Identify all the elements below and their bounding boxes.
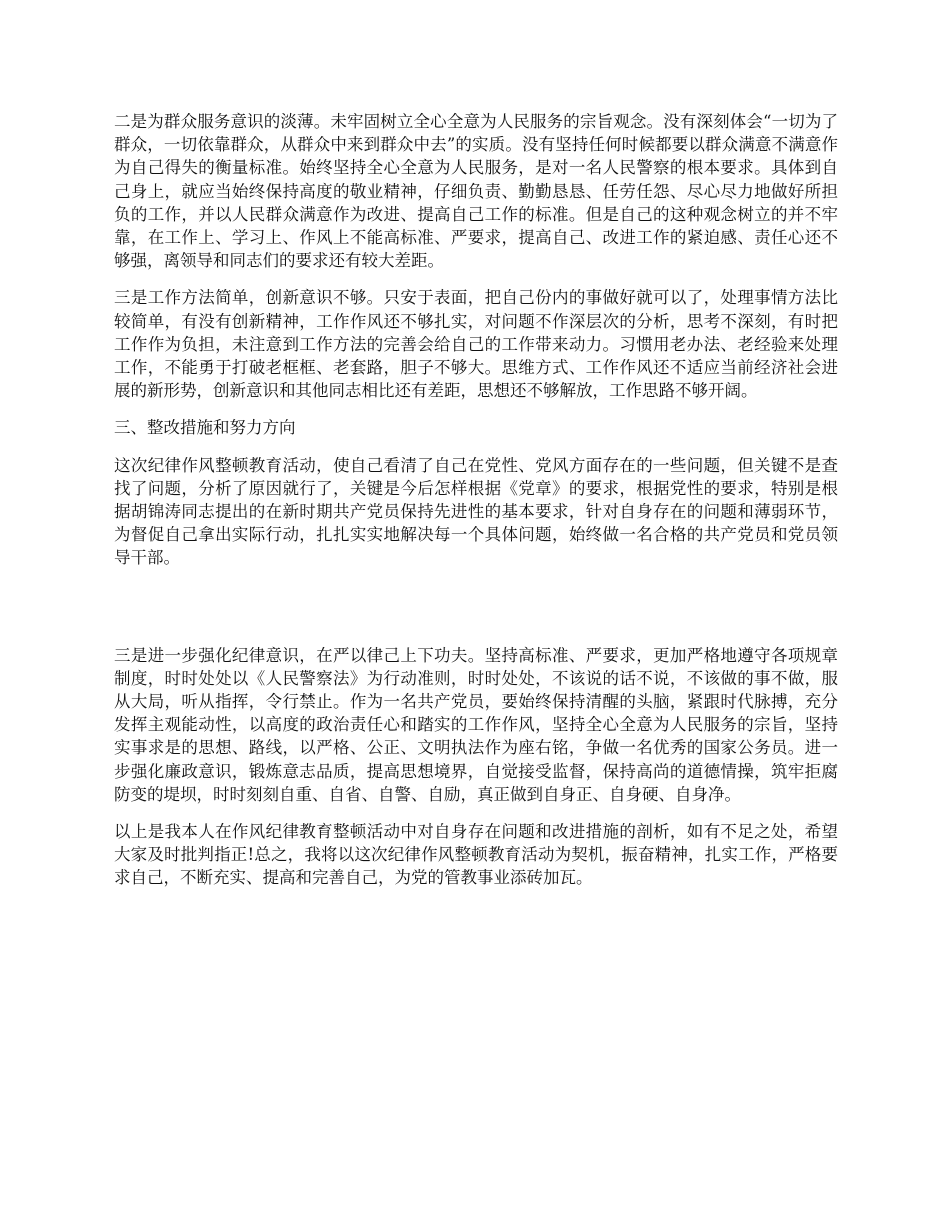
paragraph-rectification: 这次纪律作风整顿教育活动，使自己看清了自己在党性、党风方面存在的一些问题，但关键不是查找了问题，分析了原因就行了，关键是今后怎样根据《党章》的要求，根据党性的要求，特别是根据胡锦涛同志提出的在新时期共产党员保持先进性的基本要求，针对自身存在的问题和薄弱环节，为督促自己拿出实际行动，扎扎实实地解决每一个具体问题，始终做一名合格的共产党员和党员领导干部。 xyxy=(114,455,838,568)
paragraph-discipline: 三是进一步强化纪律意识，在严以律己上下功夫。坚持高标准、严要求，更加严格地遵守各项规章制度，时时处处以《人民警察法》为行动准则，时时处处，不该说的话不说，不该做的事不做，服从大局，听从指挥，令行禁止。作为一名共产党员，要始终保持清醒的头脑，紧跟时代脉搏，充分发挥主观能动性，以高度的政治责任心和踏实的工作作风，坚持全心全意为人民服务的宗旨，坚持实事求是的思想、路线，以严格、公正、文明执法作为座右铭，争做一名优秀的国家公务员。进一步强化廉政意识，锻炼意志品质，提高思想境界，自觉接受监督，保持高尚的道德情操，筑牢拒腐防变的堤坝，时时刻刻自重、自省、自警、自励，真正做到自身正、自身硬、自身净。 xyxy=(114,645,838,804)
section-heading: 三、整改措施和努力方向 xyxy=(114,418,296,438)
paragraph-work-methods: 三是工作方法简单，创新意识不够。只安于表面，把自己份内的事做好就可以了，处理事情方法比较简单，有没有创新精神，工作作风还不够扎实，对问题不作深层次的分析，思考不深刻，有时把工作作为负担，未注意到工作方法的完善会给自己的工作带来动力。习惯用老办法、老经验来处理工作，不能勇于打破老框框、老套路，胆子不够大。思维方式、工作作风还不适应当前经济社会进展的新形势，创新意识和其他同志相比还有差距，思想还不够解放，工作思路不够开阔。 xyxy=(114,288,838,401)
paragraph-conclusion: 以上是我本人在作风纪律教育整顿活动中对自身存在问题和改进措施的剖析，如有不足之处，希望大家及时批判指正!总之，我将以这次纪律作风整顿教育活动为契机，振奋精神，扎实工作，严格要求自己，不断充实、提高和完善自己，为党的管教事业添砖加瓦。 xyxy=(114,822,838,888)
section-gap xyxy=(114,584,838,644)
paragraph-service-awareness: 二是为群众服务意识的淡薄。未牢固树立全心全意为人民服务的宗旨观念。没有深刻体会“一切为了群众，一切依靠群众，从群众中来到群众中去”的实质。没有坚持任何时候都要以群众满意不满意作为自己得失的衡量标准。始终坚持全心全意为人民服务，是对一名人民警察的根本要求。具体到自己身上，就应当始终保持高度的敬业精神，仔细负责、勤勤恳恳、任劳任怨、尽心尽力地做好所担负的工作，并以人民群众满意作为改进、提高自己工作的标准。但是自己的这种观念树立的并不牢靠，在工作上、学习上、作风上不能高标准、严要求，提高自己、改进工作的紧迫感、责任心还不够强，离领导和同志们的要求还有较大差距。 xyxy=(114,112,838,271)
document-page xyxy=(114,110,838,904)
